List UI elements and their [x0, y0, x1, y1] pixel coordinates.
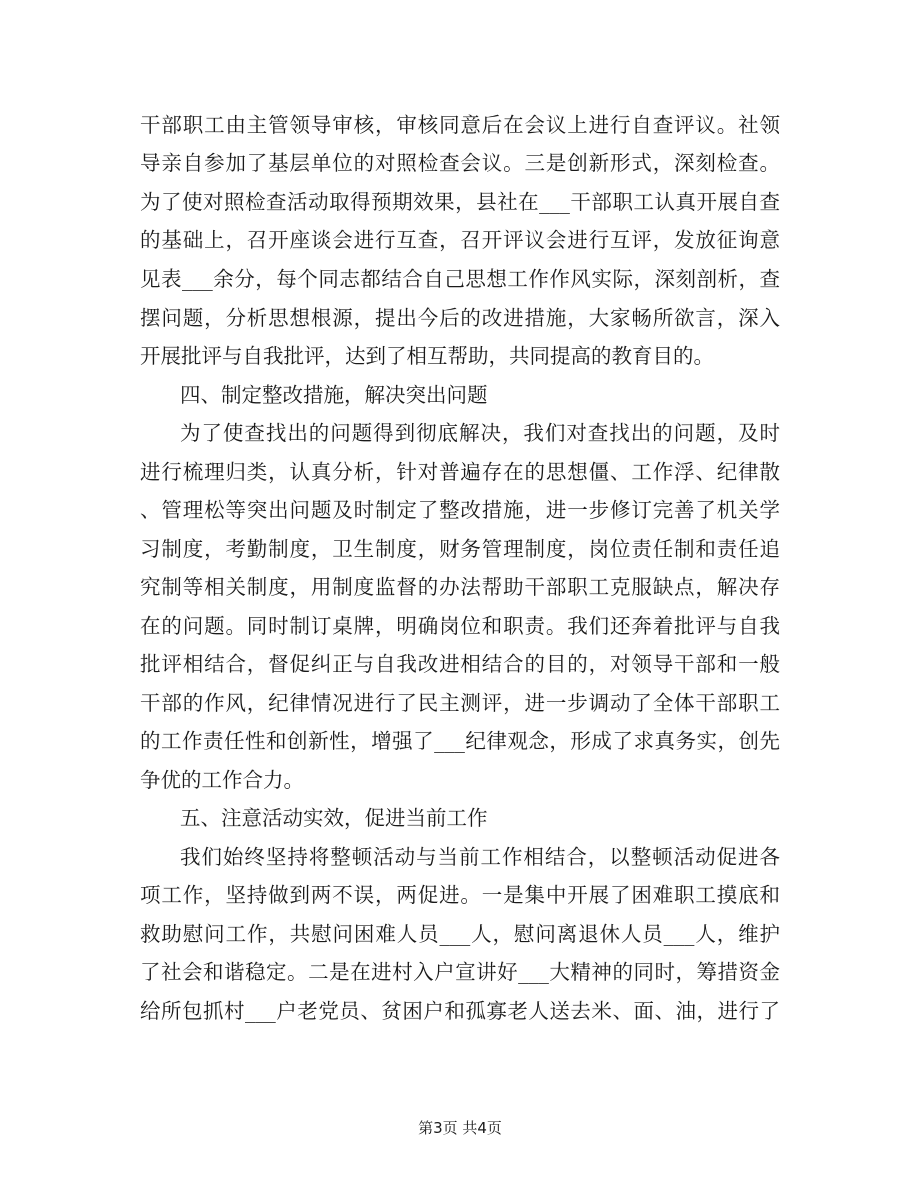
paragraph-line: 进行梳理归类，认真分析，针对普遍存在的思想僵、工作浮、纪律散 — [140, 460, 780, 484]
paragraph-line: 的基础上，召开座谈会进行互查，召开评议会进行互评，发放征询意 — [140, 228, 780, 252]
paragraph-line: 批评相结合，督促纠正与自我改进相结合的目的，对领导干部和一般 — [140, 652, 780, 676]
paragraph-line: 在的问题。同时制订桌牌，明确岗位和职责。我们还奔着批评与自我 — [140, 614, 780, 638]
paragraph-line: 给所包抓村___户老党员、贫困户和孤寡老人送去米、面、油，进行了 — [140, 999, 780, 1023]
paragraph-line: 争优的工作合力。 — [140, 768, 304, 792]
paragraph-line: 为了使查找出的问题得到彻底解决，我们对查找出的问题，及时 — [180, 421, 780, 445]
page-number-footer: 第3页 共4页 — [418, 1119, 502, 1137]
paragraph-line: 的工作责任性和创新性，增强了___纪律观念，形成了求真务实，创先 — [140, 729, 780, 753]
paragraph-line: 干部的作风，纪律情况进行了民主测评，进一步调动了全体干部职工 — [140, 691, 780, 715]
paragraph-line: 干部职工由主管领导审核，审核同意后在会议上进行自查评议。社领 — [140, 113, 780, 137]
paragraph-line: 了社会和谐稳定。二是在进村入户宣讲好___大精神的同时，筹措资金 — [140, 960, 780, 984]
paragraph-line: 见表___余分，每个同志都结合自己思想工作作风实际，深刻剖析，查 — [140, 267, 780, 291]
paragraph-line: 项工作，坚持做到两不误，两促进。一是集中开展了困难职工摸底和 — [140, 883, 780, 907]
paragraph-line: 导亲自参加了基层单位的对照检查会议。三是创新形式，深刻检查。 — [140, 151, 780, 175]
section-heading: 五、注意活动实效，促进当前工作 — [180, 806, 488, 830]
paragraph-line: 为了使对照检查活动取得预期效果，县社在___干部职工认真开展自查 — [140, 190, 780, 214]
section-heading: 四、制定整改措施，解决突出问题 — [180, 383, 488, 407]
paragraph-line: 摆问题，分析思想根源，提出今后的改进措施，大家畅所欲言，深入 — [140, 306, 780, 330]
paragraph-line: 开展批评与自我批评，达到了相互帮助，共同提高的教育目的。 — [140, 344, 714, 368]
paragraph-line: 我们始终坚持将整顿活动与当前工作相结合，以整顿活动促进各 — [180, 845, 780, 869]
paragraph-line: 习制度，考勤制度，卫生制度，财务管理制度，岗位责任制和责任追 — [140, 537, 780, 561]
paragraph-line: 救助慰问工作，共慰问困难人员___人，慰问离退休人员___人，维护 — [140, 922, 780, 946]
paragraph-line: 究制等相关制度，用制度监督的办法帮助干部职工克服缺点，解决存 — [140, 575, 780, 599]
paragraph-line: 、管理松等突出问题及时制定了整改措施，进一步修订完善了机关学 — [140, 498, 780, 522]
